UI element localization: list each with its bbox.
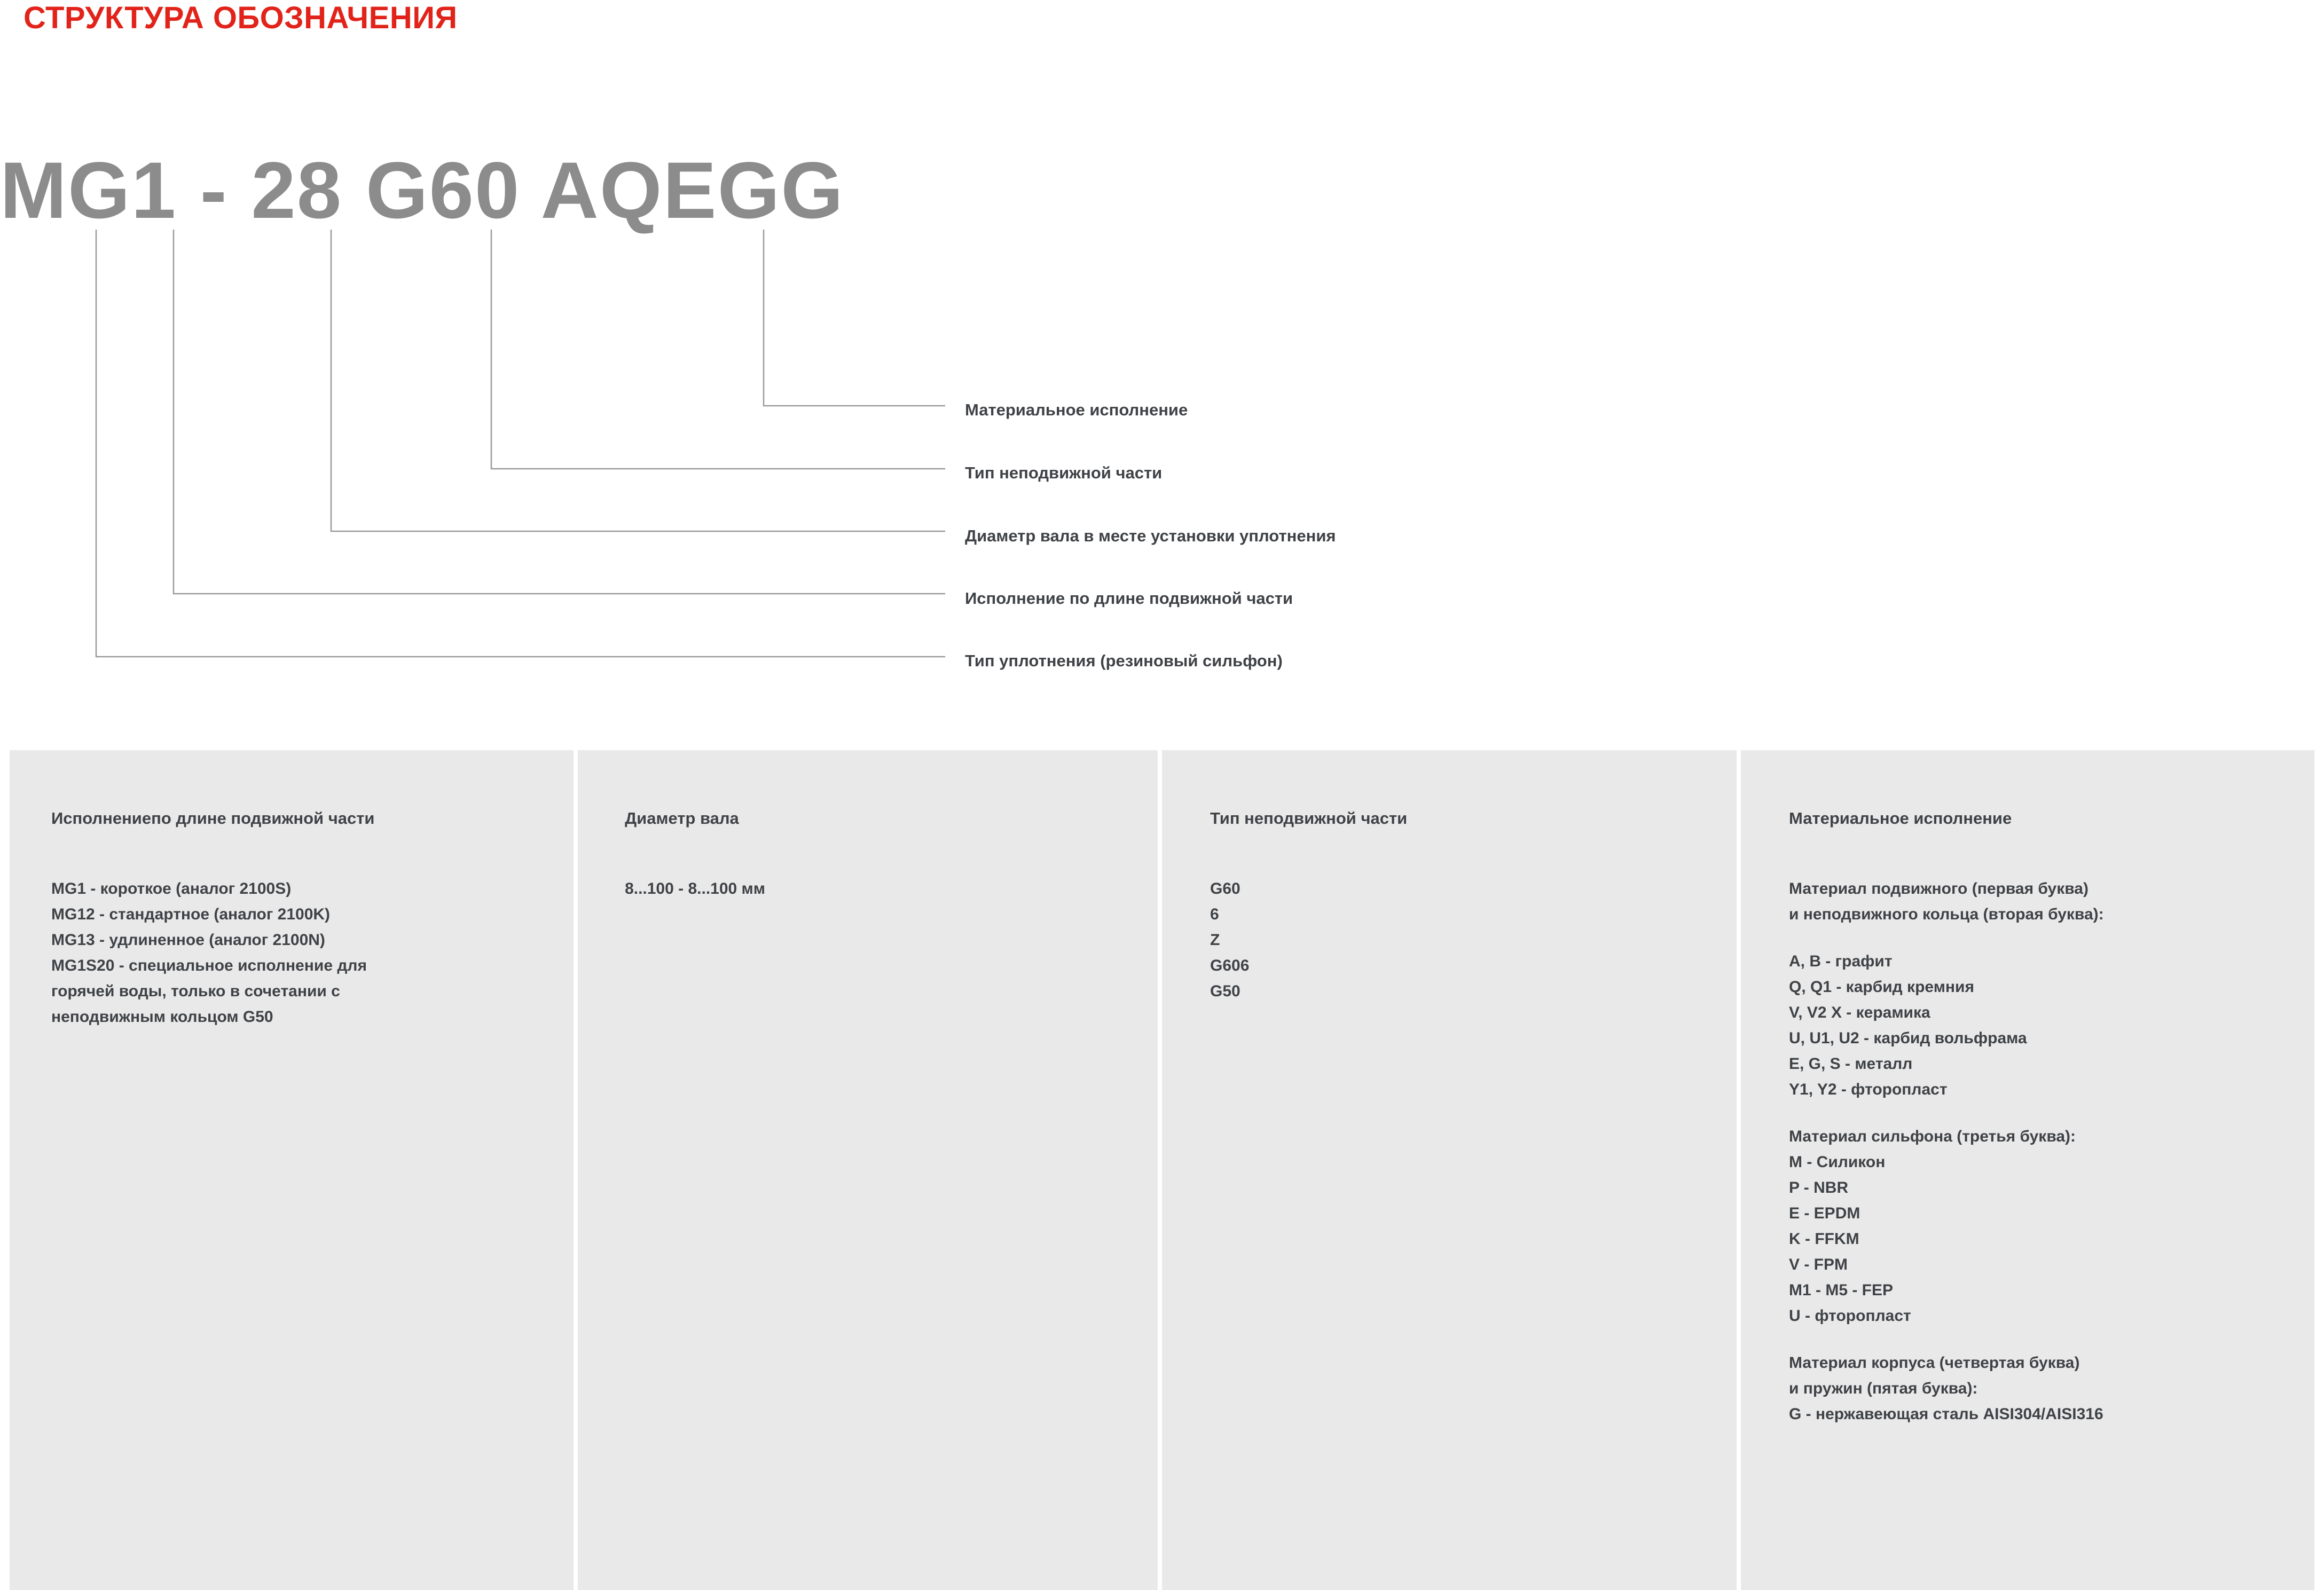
column-heading: Тип неподвижной части	[1210, 809, 1408, 828]
leader-label-shaft-diameter: Диаметр вала в месте установки уплотнения	[965, 526, 1336, 545]
column-heading: Диаметр вала	[625, 809, 739, 828]
list-item: U, U1, U2 - карбид вольфрама	[1789, 1029, 2027, 1047]
list-item: MG13 - удлиненное (аналог 2100N)	[51, 931, 325, 949]
group-intro: Материал сильфона (третья буква):	[1789, 1128, 2076, 1145]
list-item: MG12 - стандартное (аналог 2100K)	[51, 906, 331, 923]
list-item: M - Силикон	[1789, 1153, 1886, 1171]
list-item: G - нержавеющая сталь AISI304/AISI316	[1789, 1405, 2103, 1423]
list-item: M1 - M5 - FEP	[1789, 1281, 1894, 1299]
list-item: Z	[1210, 931, 1220, 949]
list-item: неподвижным кольцом G50	[51, 1008, 273, 1026]
group-intro: Материал корпуса (четвертая буква)	[1789, 1354, 2080, 1372]
list-item: Q, Q1 - карбид кремния	[1789, 978, 1974, 996]
leader-path-diameter	[331, 230, 945, 531]
leader-path-length	[174, 230, 945, 594]
list-item: V, V2 X - керамика	[1789, 1004, 1930, 1021]
list-item: MG1 - короткое (аналог 2100S)	[51, 880, 292, 898]
list-item: G60	[1210, 880, 1240, 898]
leader-path-material	[764, 230, 945, 406]
column-heading: Материальное исполнение	[1789, 809, 2012, 828]
leader-label-stationary-type: Тип неподвижной части	[965, 463, 1163, 482]
list-item: K - FFKM	[1789, 1230, 1859, 1248]
column-body	[1210, 876, 1715, 1004]
leader-label-length-execution: Исполнение по длине подвижной части	[965, 589, 1293, 608]
list-item: G606	[1210, 957, 1250, 974]
legend-column-shaft-diameter	[578, 750, 1158, 1590]
legend-column-length-execution	[10, 750, 574, 1590]
list-item: V - FPM	[1789, 1256, 1848, 1273]
legend-column-stationary-type	[1162, 750, 1737, 1590]
column-body	[625, 876, 1136, 902]
leader-label-material: Материальное исполнение	[965, 400, 1188, 419]
list-item: MG1S20 - специальное исполнение для	[51, 957, 367, 974]
list-item: 6	[1210, 906, 1219, 923]
legend-columns	[10, 750, 2314, 1590]
list-item: E - EPDM	[1789, 1205, 1860, 1222]
list-item: P - NBR	[1789, 1179, 1849, 1197]
designation-code: MG1 - 28 G60 AQEGG	[0, 145, 844, 235]
legend-column-material-execution	[1741, 750, 2314, 1590]
leader-label-seal-type: Тип уплотнения (резиновый сильфон)	[965, 651, 1283, 670]
list-item: A, B - графит	[1789, 953, 1893, 970]
list-item: U - фторопласт	[1789, 1307, 1911, 1325]
list-item: E, G, S - металл	[1789, 1055, 1913, 1073]
list-item: горячей воды, только в сочетании с	[51, 982, 340, 1000]
page-title: СТРУКТУРА ОБОЗНАЧЕНИЯ	[23, 1, 458, 35]
leader-path-stationary	[491, 230, 945, 469]
leader-lines-svg	[0, 230, 1121, 699]
column-heading: Исполнениепо длине подвижной части	[51, 809, 375, 828]
group-intro: и пружин (пятая буква):	[1789, 1380, 1978, 1397]
list-item: Y1, Y2 - фторопласт	[1789, 1081, 1948, 1098]
column-body	[1789, 876, 2293, 1427]
list-item: G50	[1210, 982, 1240, 1000]
list-item: 8...100 - 8...100 мм	[625, 880, 765, 898]
group-intro: и неподвижного кольца (вторая буква):	[1789, 906, 2104, 923]
leader-path-sealtype	[96, 230, 945, 657]
column-body	[51, 876, 552, 1030]
leader-line-diagram	[0, 230, 1121, 699]
group-intro: Материал подвижного (первая буква)	[1789, 880, 2089, 898]
